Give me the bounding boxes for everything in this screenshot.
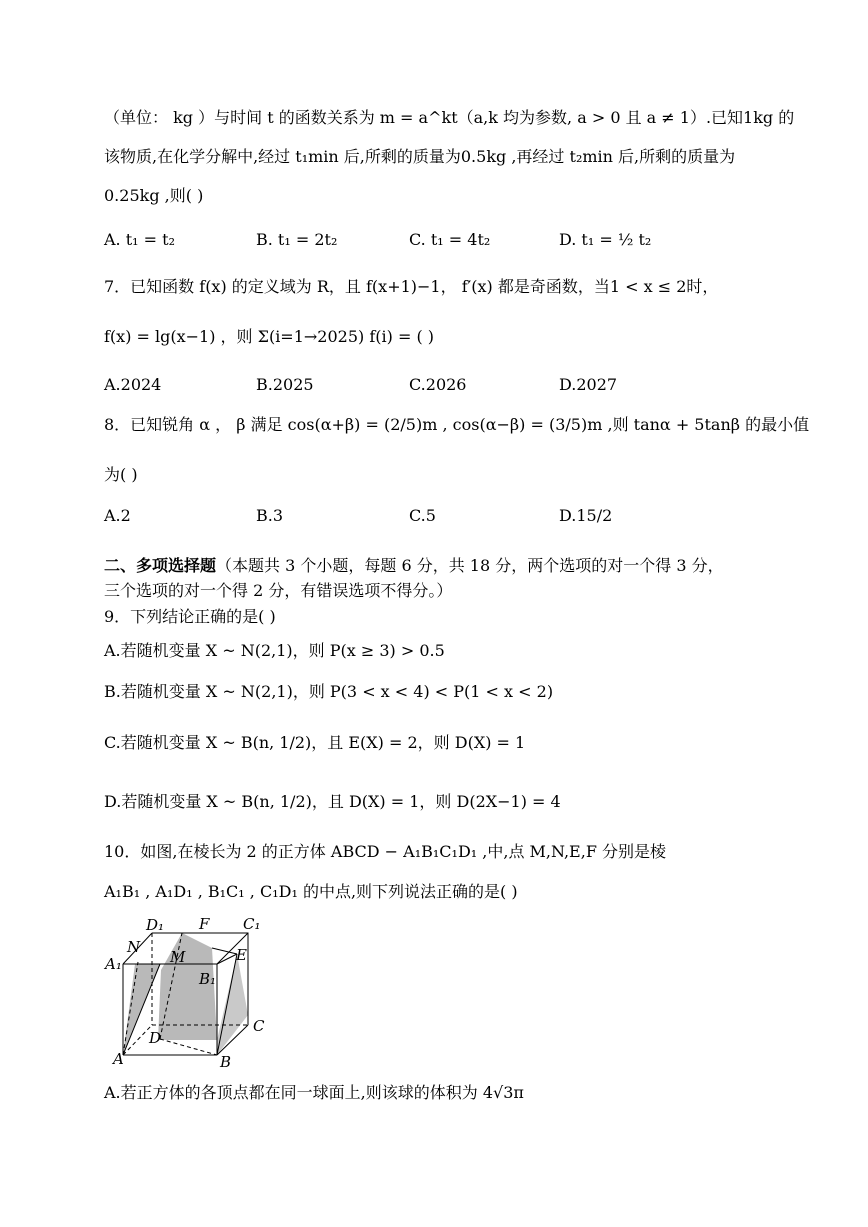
q6-line-3: 0.25kg ,则( ) — [104, 186, 204, 205]
label-f: F — [199, 915, 210, 933]
q8-option-c: C.5 — [409, 506, 436, 525]
section-2-description: （本题共 3 个小题，每题 6 分，共 18 分，两个选项的对一个得 3 分， — [216, 556, 724, 575]
label-n: N — [127, 938, 141, 956]
q7-line-2: f(x) = lg(x−1) ，则 Σ(i=1→2025) f(i) = ( ) — [104, 327, 435, 346]
q7-option-b: B.2025 — [256, 375, 314, 394]
label-a1: A₁ — [105, 955, 122, 973]
q6-option-c: C. t₁ = 4t₂ — [409, 230, 491, 249]
q9-option-c: C.若随机变量 X ~ B(n, 1/2)，且 E(X) = 2，则 D(X) = 1 — [104, 733, 526, 752]
q6-option-d: D. t₁ = ½ t₂ — [559, 230, 652, 249]
q7-line-1: 7．已知函数 f(x) 的定义域为 R，且 f(x+1)−1， f′(x) 都是奇函数，当1 < x ≤ 2时， — [104, 277, 719, 296]
label-d: D — [149, 1029, 162, 1047]
label-a: A — [113, 1050, 124, 1068]
label-d1: D₁ — [146, 916, 165, 934]
q9-option-b: B.若随机变量 X ~ N(2,1)，则 P(3 < x < 4) < P(1 < x < 2) — [104, 682, 554, 701]
label-c: C — [253, 1017, 265, 1035]
label-m: M — [170, 948, 186, 966]
q7-option-c: C.2026 — [409, 375, 467, 394]
section-2-description-2: 三个选项的对一个得 2 分，有错误选项不得分。） — [104, 581, 453, 600]
q10-line-2: A₁B₁ , A₁D₁ , B₁C₁ , C₁D₁ 的中点,则下列说法正确的是( ) — [104, 882, 518, 901]
q6-option-a: A. t₁ = t₂ — [104, 230, 175, 249]
q8-option-b: B.3 — [256, 506, 284, 525]
label-b: B — [220, 1053, 232, 1071]
section-2-title: 二、多项选择题 — [104, 556, 217, 575]
label-e: E — [236, 946, 247, 964]
q10-option-a: A.若正方体的各顶点都在同一球面上,则该球的体积为 4√3π — [104, 1083, 524, 1102]
q6-option-b: B. t₁ = 2t₂ — [256, 230, 338, 249]
q8-option-a: A.2 — [104, 506, 131, 525]
q9-stem: 9．下列结论正确的是( ) — [104, 607, 276, 626]
q9-option-d: D.若随机变量 X ~ B(n, 1/2)，且 D(X) = 1，则 D(2X−1) = 4 — [104, 792, 561, 811]
q8-option-d: D.15/2 — [559, 506, 613, 525]
q9-option-a: A.若随机变量 X ~ N(2,1)，则 P(x ≥ 3) > 0.5 — [104, 641, 445, 660]
q8-line-1: 8．已知锐角 α ， β 满足 cos(α+β) = (2/5)m , cos(α−β) = (3/5)m ,则 tanα + 5tanβ 的最小值 — [104, 415, 810, 434]
cube-figure — [103, 912, 278, 1072]
q6-line-2: 该物质,在化学分解中,经过 t₁min 后,所剩的质量为0.5kg ,再经过 t₂min 后,所剩的质量为 — [104, 147, 736, 166]
q7-option-d: D.2027 — [559, 375, 618, 394]
q6-line-1: （单位： kg ）与时间 t 的函数关系为 m = a^kt（a,k 均为参数, a > 0 且 a ≠ 1）.已知1kg 的 — [104, 108, 795, 127]
q8-line-2: 为( ) — [104, 465, 138, 484]
section-2-header — [104, 555, 724, 577]
q10-line-1: 10．如图,在棱长为 2 的正方体 ABCD − A₁B₁C₁D₁ ,中,点 M,N,E,F 分别是棱 — [104, 842, 667, 861]
q7-option-a: A.2024 — [104, 375, 162, 394]
label-c1: C₁ — [243, 915, 261, 933]
label-b1: B₁ — [199, 970, 217, 988]
